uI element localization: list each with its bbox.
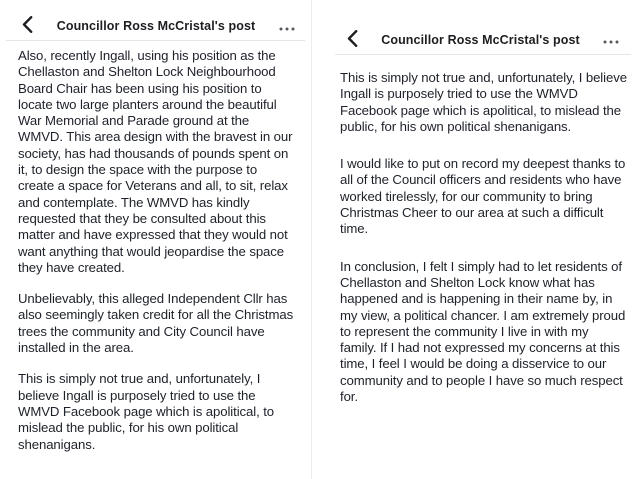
post-paragraph: Also, recently Ingall, using his position as the Chellaston and Shelton Lock Neighbourhood Board Chair has been using his position to locate two large planters around the beautiful War Memorial and Parade ground at the WMVD. This area design with the bravest in our society, has had thousands of pounds spent on it, to design the space with the purpose to create a space for Veterans and all, to sit, relax and contemplate. The WMVD has kindly requested that they be consulted about this matter and have expressed that they would not want anything that would jeopardise the space they have created. xyxy=(18,48,293,275)
navigation-bar xyxy=(335,25,631,55)
chevron-left-icon xyxy=(22,16,33,36)
three-dots-icon xyxy=(279,19,295,34)
left-screenshot xyxy=(0,0,312,479)
back-button[interactable] xyxy=(22,16,33,36)
three-dots-icon xyxy=(603,32,619,47)
post-title: Councillor Ross McCristal's post xyxy=(56,19,256,33)
back-button[interactable] xyxy=(347,30,358,50)
post-title: Councillor Ross McCristal's post xyxy=(381,32,580,47)
post-paragraph: This is simply not true and, unfortunately, I believe Ingall is purposely tried to use the WMVD Facebook page which is apolitical, to mislead the public, for his own political shenanigans. xyxy=(18,371,275,452)
post-paragraph: In conclusion, I felt I simply had to let residents of Chellaston and Shelton Lock know what has happened and is happening in their name by, in my view, a political chancer. I am extremely proud to represent the community I live in with my family. If I had not expressed my concerns at this time, I feel I would be doing a disservice to our community and to people I have so much respect for. xyxy=(340,258,626,405)
post-scroll-area[interactable] xyxy=(312,55,639,405)
more-options-button[interactable] xyxy=(279,19,295,34)
post-paragraph: I would like to put on record my deepest thanks to all of the Council officers and residents who have worked tirelessly, for our community to bring Christmas Cheer to our area at such a difficult time. xyxy=(340,156,626,237)
chevron-left-icon xyxy=(347,30,358,50)
post-scroll-area[interactable] xyxy=(0,41,311,453)
post-paragraph: Unbelievably, this alleged Independent Cllr has also seemingly taken credit for all the Christmas trees the community and City Council have installed in the area. xyxy=(18,291,294,356)
right-screenshot xyxy=(312,0,639,479)
more-options-button[interactable] xyxy=(603,32,619,47)
navigation-bar xyxy=(6,12,305,41)
post-paragraph: This is simply not true and, unfortunately, I believe Ingall is purposely tried to use the WMVD Facebook page which is apolitical, to mislead the public, for his own political shenanigans. xyxy=(340,70,627,134)
